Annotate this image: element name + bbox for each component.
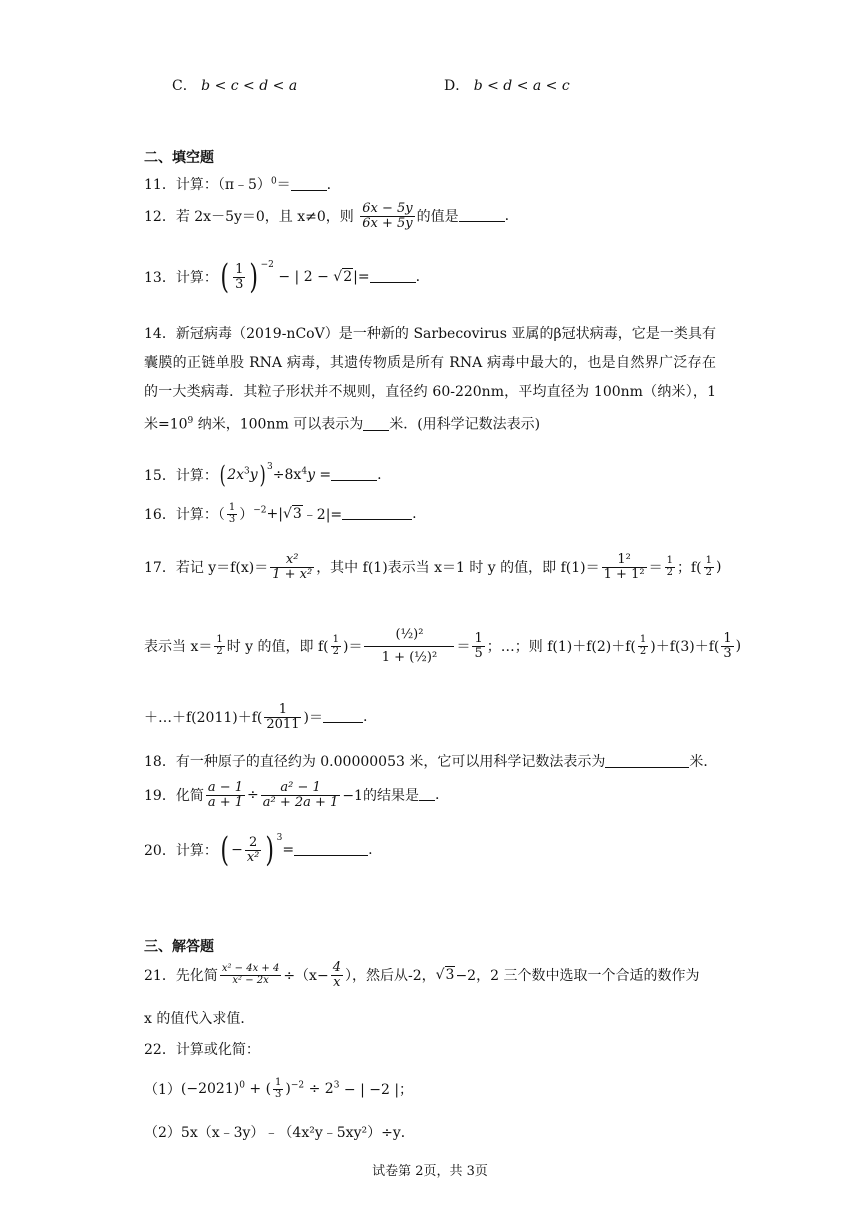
q17-half-4 — [331, 635, 341, 657]
q12-prefix: 若 2x－5y＝0，且 x≠0，则 — [175, 209, 354, 226]
choice-c — [172, 75, 297, 95]
q17-l1e: ) — [715, 559, 722, 576]
q17-end: . — [362, 709, 368, 726]
q17-half-2 — [704, 556, 714, 578]
q15-exp2: 3 — [267, 462, 273, 472]
q17-frac-1-den: 1 + x² — [272, 566, 313, 582]
question-22-part-2 — [144, 1122, 415, 1142]
q22-p1-fraction-num: 1 — [275, 1077, 282, 1088]
q20-exponent: 3 — [276, 833, 283, 843]
q18-text: 有一种原子的直径约为 0.00000053 米，它可以用科学记数法表示为 — [175, 754, 606, 770]
q20-fraction-num: 2 — [245, 836, 262, 851]
q12-numerator: 6x − 5y — [362, 201, 413, 216]
q17-third-den: 3 — [723, 645, 732, 661]
q22-p1d: ÷ 2 — [304, 1081, 334, 1097]
q21-fraction-num: x² − 4x + 4 — [221, 963, 280, 975]
question-21-line-2: x 的值代入求值． — [144, 1011, 255, 1027]
choice-d-expr: b < d < a < c — [473, 78, 570, 94]
q19-frac-1-den: a + 1 — [207, 794, 244, 810]
q21-frac-4x — [331, 961, 343, 989]
q16-sqrt: √3 — [282, 506, 302, 522]
q17-answer-blank[interactable] — [323, 708, 363, 723]
q16-exponent: −2 — [253, 505, 267, 516]
q17-l1d: ；f( — [676, 560, 702, 577]
q19-frac-2-den: a² + 2a + 1 — [262, 794, 339, 810]
q19-end: . — [434, 787, 440, 804]
q21-middle: ÷（x− — [283, 968, 329, 985]
q21-frac-4x-num: 4 — [332, 960, 341, 975]
q15-suffix: y = — [307, 467, 332, 483]
q13-radicand: 2 — [343, 269, 353, 285]
choice-d — [444, 75, 570, 95]
q15-exp1: 3 — [244, 466, 250, 477]
q13-prefix: 计算： — [175, 270, 218, 286]
q16-answer-blank[interactable] — [342, 505, 412, 520]
q16-radicand: 3 — [292, 506, 302, 522]
q17-big-frac-den: 1 + (½)² — [381, 649, 438, 665]
q13-answer-blank[interactable] — [370, 268, 416, 283]
q17-l2a: 表示当 x＝ — [144, 639, 213, 656]
q17-l2c: )＝ — [343, 639, 363, 656]
q21-number: 21． — [144, 968, 176, 985]
q17-half-2-num: 1 — [705, 555, 712, 567]
q12-denominator: 6x + 5y — [362, 215, 413, 231]
q15-base: 2x — [227, 467, 245, 483]
q19-middle: −1的结果是 — [342, 788, 419, 805]
q17-half-3-den: 2 — [216, 645, 223, 657]
q20-minus: − — [231, 842, 243, 858]
q11-answer-blank[interactable] — [291, 176, 327, 191]
q21-prefix: 先化简 — [175, 968, 218, 985]
q17-third — [721, 632, 733, 660]
q21-fraction — [220, 964, 282, 986]
q22-p1f: − | −2 |； — [339, 1082, 414, 1098]
q17-half-4-den: 2 — [332, 645, 340, 657]
q19-frac-2-num: a² − 1 — [261, 781, 341, 796]
q17-l2d: ＝ — [456, 639, 471, 656]
q22-number: 22． — [144, 1042, 176, 1058]
q21-fraction-den: x² − 2x — [232, 974, 269, 986]
q20-fraction-den: x² — [246, 849, 260, 865]
section-3-title: 三、解答题 — [144, 939, 214, 955]
q17-l1b: ，其中 f(1)表示当 x＝1 时 y 的值，即 f(1)＝ — [316, 560, 600, 577]
q17-half-1 — [665, 556, 675, 578]
q19-frac-1 — [206, 781, 245, 809]
q17-l2b: 时 y 的值，即 f( — [226, 639, 329, 656]
q22-p1-exp0: 0 — [239, 1080, 245, 1091]
question-21-line-1 — [144, 961, 699, 989]
q15-prefix: 计算： — [175, 468, 218, 484]
q17-frac-2011-num: 1 — [264, 703, 301, 718]
q17-half-2-den: 2 — [705, 566, 712, 578]
q22-p1-fraction-den: 3 — [275, 1088, 282, 1100]
q21-suffix: ），然后从-2， — [344, 968, 436, 985]
question-17-line-3 — [144, 703, 367, 731]
q14-number: 14． — [144, 326, 176, 342]
q17-frac-2 — [602, 553, 647, 581]
q16-suffix: ﹣2|= — [302, 507, 343, 523]
question-12 — [144, 202, 509, 230]
q22-part-2-expr: 5x（x﹣3y）﹣（4x²y﹣5xy²）÷y． — [180, 1125, 415, 1141]
q20-prefix: 计算： — [175, 843, 218, 859]
q13-numerator: 1 — [235, 261, 244, 277]
q17-third-num: 1 — [723, 631, 732, 646]
q22-p1-exp: −2 — [290, 1080, 305, 1091]
q21-frac-4x-den: x — [333, 974, 341, 990]
q17-l2e: ；…；则 f(1)＋f(2)＋f( — [486, 639, 636, 656]
q14-tail: 纳米，100nm 可以表示为 — [193, 416, 364, 433]
q17-frac-2-den: 1 + 1² — [603, 566, 645, 582]
q19-prefix: 化简 — [175, 788, 204, 805]
q12-number: 12． — [144, 209, 176, 226]
q20-equals: = — [282, 842, 295, 858]
q12-answer-blank[interactable] — [459, 207, 505, 222]
q17-fifth-num: 1 — [474, 631, 483, 646]
question-16 — [144, 503, 417, 525]
q15-answer-blank[interactable] — [331, 466, 377, 481]
q19-answer-blank[interactable] — [419, 786, 435, 801]
q17-half-3-num: 1 — [216, 634, 223, 646]
q12-fraction — [360, 202, 414, 230]
q21-suffix-2: −2，2 三个数中选取一个合适的数作为 — [455, 968, 700, 985]
q18-number: 18． — [144, 754, 176, 770]
question-14 — [144, 320, 716, 440]
q17-half-5-den: 2 — [639, 645, 647, 657]
q11-equals: ＝ — [276, 177, 291, 193]
q17-big-frac-num: (½)² — [364, 628, 454, 647]
q16-numerator: 1 — [228, 502, 236, 513]
question-22-part-1 — [144, 1078, 413, 1100]
section-2-title: 二、填空题 — [144, 150, 214, 166]
q11-number: 11． — [144, 177, 176, 193]
q22-p1c: ) — [285, 1081, 291, 1097]
q16-middle: +| — [266, 506, 283, 522]
choice-c-label: C． — [172, 78, 197, 94]
q20-answer-blank[interactable] — [294, 841, 368, 856]
q13-end: . — [415, 269, 421, 285]
question-13: 13．计算：( $\frac{1}{3}$ ) $^{-2}$ − | 2 − √2|= . — [144, 257, 421, 297]
q17-frac-2011 — [264, 703, 301, 731]
q21-sqrt: √3 — [435, 967, 455, 984]
q15-exp3: 4 — [301, 466, 308, 477]
q16-denominator: 3 — [228, 513, 236, 525]
q11-exponent: 0 — [270, 176, 277, 187]
q17-half-5 — [638, 635, 648, 657]
q15-middle: ÷8x — [272, 467, 302, 483]
q17-half-1-num: 1 — [666, 555, 673, 567]
q16-end: . — [412, 506, 417, 522]
q22-p1-fraction — [273, 1078, 283, 1100]
q17-fifth — [472, 632, 484, 660]
q19-number: 19． — [144, 788, 176, 805]
q16-number: 16． — [144, 507, 176, 523]
q13-exponent: −2 — [260, 260, 274, 270]
q22-p1-exp3: 3 — [333, 1080, 340, 1091]
choice-d-label: D． — [444, 78, 470, 94]
q13-number: 13． — [144, 270, 176, 286]
q22-part-1-label: （1） — [144, 1082, 181, 1098]
q14-answer-blank[interactable] — [363, 416, 389, 431]
question-20: 20．计算：( − $\frac{2}{\text{x²}}$ ) $^3$= . — [144, 830, 373, 870]
q15-number: 15． — [144, 468, 176, 484]
q22-text: 计算或化简： — [175, 1042, 260, 1058]
q22-p1b: + ( — [244, 1081, 272, 1097]
q14-exponent: 9 — [187, 416, 194, 426]
choice-c-expr: b < c < d < a — [201, 78, 298, 94]
q19-frac-2 — [261, 781, 341, 809]
q15-end: . — [377, 467, 382, 483]
q16-prefix: 计算：（ — [175, 507, 225, 523]
q17-l2f: )＋f(3)＋f( — [650, 639, 720, 656]
q13-fraction — [233, 263, 245, 291]
q17-frac-2-num: 1² — [602, 553, 647, 568]
q13-denominator: 3 — [235, 276, 244, 292]
q20-end: . — [368, 842, 373, 858]
question-18 — [144, 751, 717, 771]
q17-frac-1 — [270, 553, 314, 581]
question-11 — [144, 174, 331, 194]
q22-p1a: (−2021) — [180, 1081, 240, 1097]
q17-frac-2011-den: 2011 — [266, 716, 300, 732]
q17-half-5-num: 1 — [639, 634, 647, 646]
question-19 — [144, 781, 439, 809]
q17-half-1-den: 2 — [666, 566, 673, 578]
q17-half-3 — [214, 635, 224, 657]
q17-l3b: )＝ — [303, 710, 323, 727]
q13-sqrt: √2 — [333, 269, 353, 285]
q12-suffix: 的值是 — [416, 209, 459, 226]
q18-answer-blank[interactable] — [605, 753, 689, 768]
q14-end: 米．(用科学记数法表示) — [389, 416, 541, 433]
q20-number: 20． — [144, 843, 176, 859]
q16-fraction — [227, 503, 237, 525]
q12-end: . — [504, 208, 510, 225]
q15-y: y — [249, 467, 258, 483]
q17-fifth-den: 5 — [474, 645, 483, 661]
q17-frac-1-num: x² — [270, 553, 314, 568]
q11-end: . — [326, 177, 332, 193]
q19-divide: ÷ — [247, 787, 259, 804]
question-17-line-1 — [144, 553, 721, 581]
q13-middle: − | 2 − — [278, 269, 329, 285]
q21-radicand: 3 — [445, 967, 455, 984]
q18-end: 米． — [689, 754, 718, 770]
q19-frac-1-num: a − 1 — [207, 780, 244, 795]
page-footer: 试卷第 2页，共 3页 — [372, 1164, 488, 1179]
q17-number: 17． — [144, 560, 176, 577]
q20-fraction — [245, 836, 262, 864]
q22-part-2-label: （2） — [144, 1125, 181, 1141]
q17-l3a: ＋…＋f(2011)＋f( — [144, 710, 263, 727]
question-22 — [144, 1039, 260, 1059]
q17-big-frac — [364, 628, 454, 664]
q17-l1a: 若记 y＝f(x)＝ — [175, 560, 269, 577]
q16-close: ） — [239, 507, 254, 523]
q13-suffix: |= — [353, 269, 370, 285]
q11-prefix: 计算：（π﹣5） — [175, 177, 271, 193]
question-17-line-2 — [144, 628, 741, 664]
q17-l2g: ) — [735, 638, 742, 655]
q17-l1c: ＝ — [648, 560, 663, 577]
q17-half-4-num: 1 — [332, 634, 340, 646]
question-15: 15．计算：( $2x^3y$) $^3\div 8x^4y$ = . — [144, 461, 382, 489]
q14-text: 新冠病毒（2019-nCoV）是一种新的 Sarbecovirus 亚属的β冠状病毒，它是一类具有囊膜的正链单股 RNA 病毒，其遗传物质是所有 RNA 病毒中最大的，也是自然界广泛存在的一大类病毒．其粒子形状并不规则，直径约 60-220nm，平均直径为 100nm（纳米），1 米=10 — [144, 326, 716, 433]
